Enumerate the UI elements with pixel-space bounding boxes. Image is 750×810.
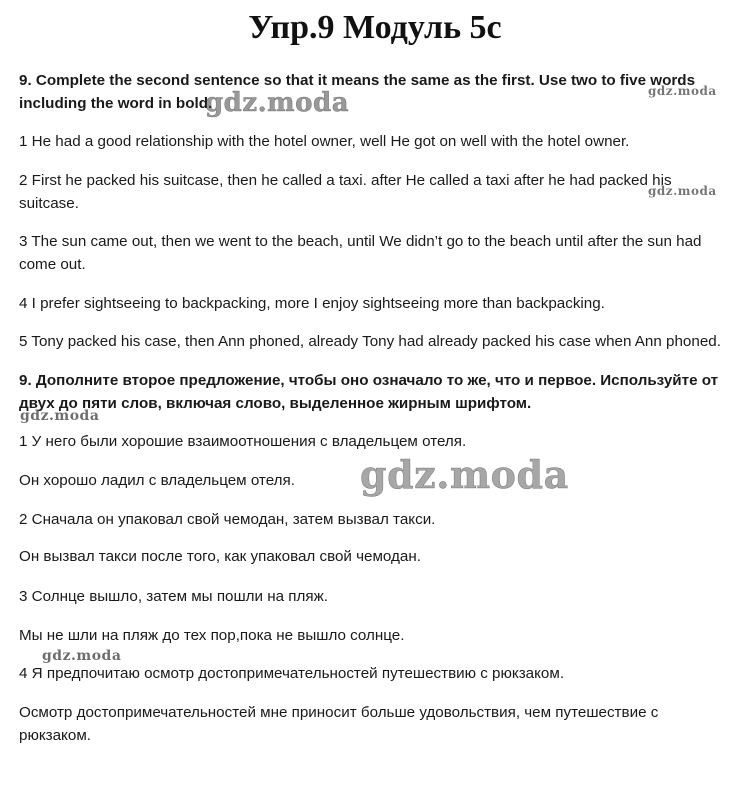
watermark-text: gdz.moda [205, 88, 350, 118]
watermark-text: gdz.moda [648, 184, 717, 198]
page-title: Упр.9 Модуль 5с [248, 9, 502, 46]
english-item-4: 4 I prefer sightseeing to backpacking, more I enjoy sightseeing more than backpacking. [19, 295, 605, 312]
russian-line-7: 4 Я предпочитаю осмотр достопримечательностей путешествию с рюкзаком. [19, 665, 565, 682]
russian-line-5: 3 Солнце вышло, затем мы пошли на пляж. [19, 588, 328, 605]
english-item-2: 2 First he packed his suitcase, then he called a taxi. after He called a taxi after he had packed his suitcase. [19, 172, 672, 212]
russian-line-2: Он хорошо ладил с владельцем отеля. [19, 472, 295, 489]
english-item-3: 3 The sun came out, then we went to the beach, until We didn’t go to the beach until after the sun had come out. [19, 233, 702, 273]
watermark-text: gdz.moda [20, 408, 100, 424]
english-instruction: 9. Complete the second sentence so that it means the same as the first. Use two to five words including the word in bold. [19, 72, 696, 112]
russian-instruction: 9. Дополните второе предложение, чтобы оно означало то же, что и первое. Используйте от двух до пяти слов, включая слово, выделенное жирным шрифтом. [19, 372, 719, 412]
watermark-text: gdz.moda [42, 648, 122, 664]
russian-line-4: Он вызвал такси после того, как упаковал свой чемодан. [19, 548, 421, 565]
russian-line-8: Осмотр достопримечательностей мне приносит больше удовольствия, чем путешествие с рюкзаком. [19, 704, 659, 744]
watermark-text: gdz.moda [648, 84, 717, 98]
russian-line-6: Мы не шли на пляж до тех пор,пока не вышло солнце. [19, 627, 405, 644]
english-item-1: 1 He had a good relationship with the hotel owner, well He got on well with the hotel owner. [19, 133, 630, 150]
watermark-text: gdz.moda [360, 452, 569, 497]
russian-line-1: 1 У него были хорошие взаимоотношения с владельцем отеля. [19, 433, 467, 450]
english-item-5: 5 Tony packed his case, then Ann phoned, already Tony had already packed his case when Ann phoned. [19, 333, 721, 350]
russian-line-3: 2 Сначала он упаковал свой чемодан, затем вызвал такси. [19, 511, 436, 528]
